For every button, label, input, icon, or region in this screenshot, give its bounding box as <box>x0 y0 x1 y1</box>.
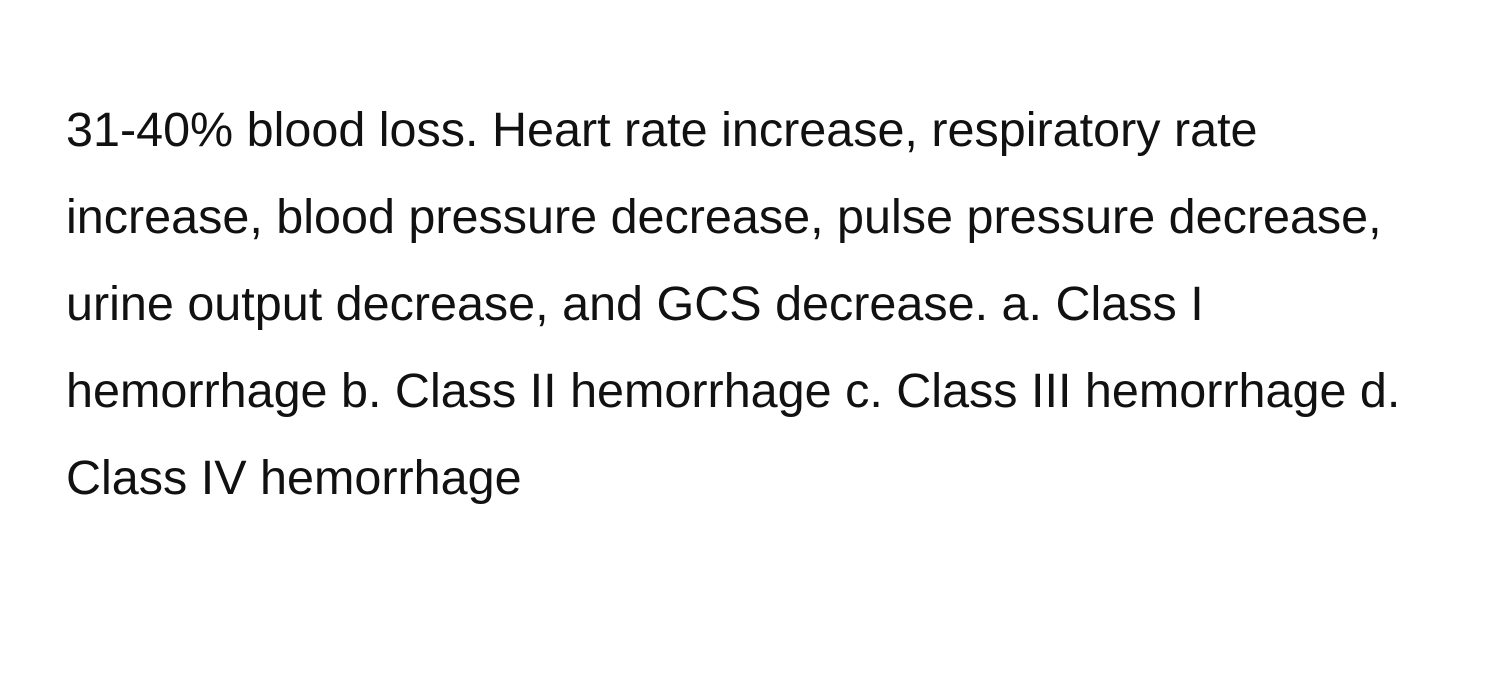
question-text: 31-40% blood loss. Heart rate increase, respiratory rate increase, blood pressure decrease, pulse pressure decrease, urine output decrease, and GCS decrease. a. Class I hemorrhage b. Class II hemorrhage c. Class III hemorrhage d. Class IV hemorrhage <box>66 103 1401 505</box>
